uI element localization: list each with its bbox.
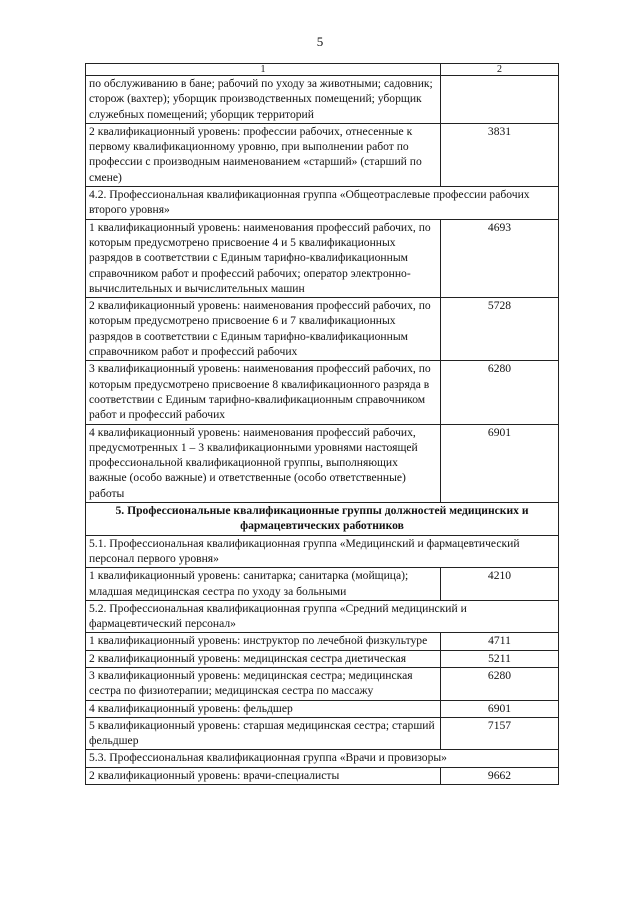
- salary-value: 4693: [441, 219, 559, 297]
- table-row: [86, 667, 559, 700]
- qualification-level-text: по обслуживанию в бане; рабочий по уходу за животными; садовник; сторож (вахтер); уборщик производственных помещений; уборщик служебных помещений; уборщик территорий: [86, 76, 441, 124]
- column-header-2: 2: [441, 64, 559, 76]
- column-header-1: 1: [86, 64, 441, 76]
- salary-value: 7157: [441, 717, 559, 750]
- table-row: [86, 767, 559, 784]
- salary-value: 6901: [441, 424, 559, 502]
- salary-value: 6901: [441, 700, 559, 717]
- section-heading: 5. Профессиональные квалификационные группы должностей медицинских и фармацевтических работников: [86, 503, 559, 536]
- salary-value: 6280: [441, 361, 559, 424]
- table-row: [86, 650, 559, 667]
- group-heading: 5.1. Профессиональная квалификационная группа «Медицинский и фармацевтический персонал первого уровня»: [86, 535, 559, 568]
- page-number: 5: [316, 34, 324, 49]
- salary-value: [441, 76, 559, 124]
- group-heading-row: [86, 600, 559, 633]
- qualification-level-text: 2 квалификационный уровень: медицинская сестра диетическая: [86, 650, 441, 667]
- salary-value: 3831: [441, 123, 559, 186]
- group-heading: 5.2. Профессиональная квалификационная группа «Средний медицинский и фармацевтический персонал»: [86, 600, 559, 633]
- group-heading-row: [86, 535, 559, 568]
- group-heading: 4.2. Профессиональная квалификационная группа «Общеотраслевые профессии рабочих второго уровня»: [86, 187, 559, 220]
- table-row: [86, 700, 559, 717]
- table-row: [86, 76, 559, 124]
- table-row: [86, 361, 559, 424]
- table-body: [86, 64, 559, 785]
- table-row: [86, 219, 559, 297]
- qualification-level-text: 2 квалификационный уровень: врачи-специалисты: [86, 767, 441, 784]
- salary-table: [85, 63, 559, 785]
- table-row: [86, 717, 559, 750]
- qualification-level-text: 3 квалификационный уровень: наименования профессий рабочих, по которым предусмотрено присвоение 8 квалификационного разряда в соответствии с Единым тарифно-квалификационным справочником работ и профессий рабочих: [86, 361, 441, 424]
- table-row: [86, 568, 559, 601]
- qualification-level-text: 4 квалификационный уровень: фельдшер: [86, 700, 441, 717]
- group-heading-row: [86, 750, 559, 767]
- qualification-level-text: 2 квалификационный уровень: наименования профессий рабочих, по которым предусмотрено присвоение 6 и 7 квалификационных разрядов в соответствии с Единым тарифно-квалификационным справочником работ и профессий рабочих: [86, 298, 441, 361]
- qualification-level-text: 2 квалификационный уровень: профессии рабочих, отнесенные к первому квалификационному уровню, при выполнении работ по профессии с производным наименованием «старший» (старший по смене): [86, 123, 441, 186]
- qualification-level-text: 1 квалификационный уровень: санитарка; санитарка (мойщица); младшая медицинская сестра по уходу за больными: [86, 568, 441, 601]
- qualification-level-text: 3 квалификационный уровень: медицинская сестра; медицинская сестра по физиотерапии; медицинская сестра по массажу: [86, 667, 441, 700]
- table-row: [86, 298, 559, 361]
- qualification-level-text: 5 квалификационный уровень: старшая медицинская сестра; старший фельдшер: [86, 717, 441, 750]
- group-heading: 5.3. Профессиональная квалификационная группа «Врачи и провизоры»: [86, 750, 559, 767]
- salary-value: 4711: [441, 633, 559, 650]
- salary-value: 9662: [441, 767, 559, 784]
- salary-value: 5728: [441, 298, 559, 361]
- group-heading-row: [86, 187, 559, 220]
- table-row: [86, 424, 559, 502]
- qualification-level-text: 1 квалификационный уровень: наименования профессий рабочих, по которым предусмотрено присвоение 4 и 5 квалификационных разрядов в соответствии с Единым тарифно-квалификационным справочником работ и профессий рабочих; оператор электронно-вычислительных и вычислительных машин: [86, 219, 441, 297]
- table-row: [86, 633, 559, 650]
- salary-value: 4210: [441, 568, 559, 601]
- qualification-level-text: 1 квалификационный уровень: инструктор по лечебной физкультуре: [86, 633, 441, 650]
- qualification-level-text: 4 квалификационный уровень: наименования профессий рабочих, предусмотренных 1 – 3 квалификационными уровнями настоящей профессиональной квалификационной группы, выполняющих важные (особо важные) и ответственные (особо ответственные) работы: [86, 424, 441, 502]
- salary-value: 5211: [441, 650, 559, 667]
- section-heading-row: [86, 503, 559, 536]
- table-row: [86, 123, 559, 186]
- table-header-row: [86, 64, 559, 76]
- salary-value: 6280: [441, 667, 559, 700]
